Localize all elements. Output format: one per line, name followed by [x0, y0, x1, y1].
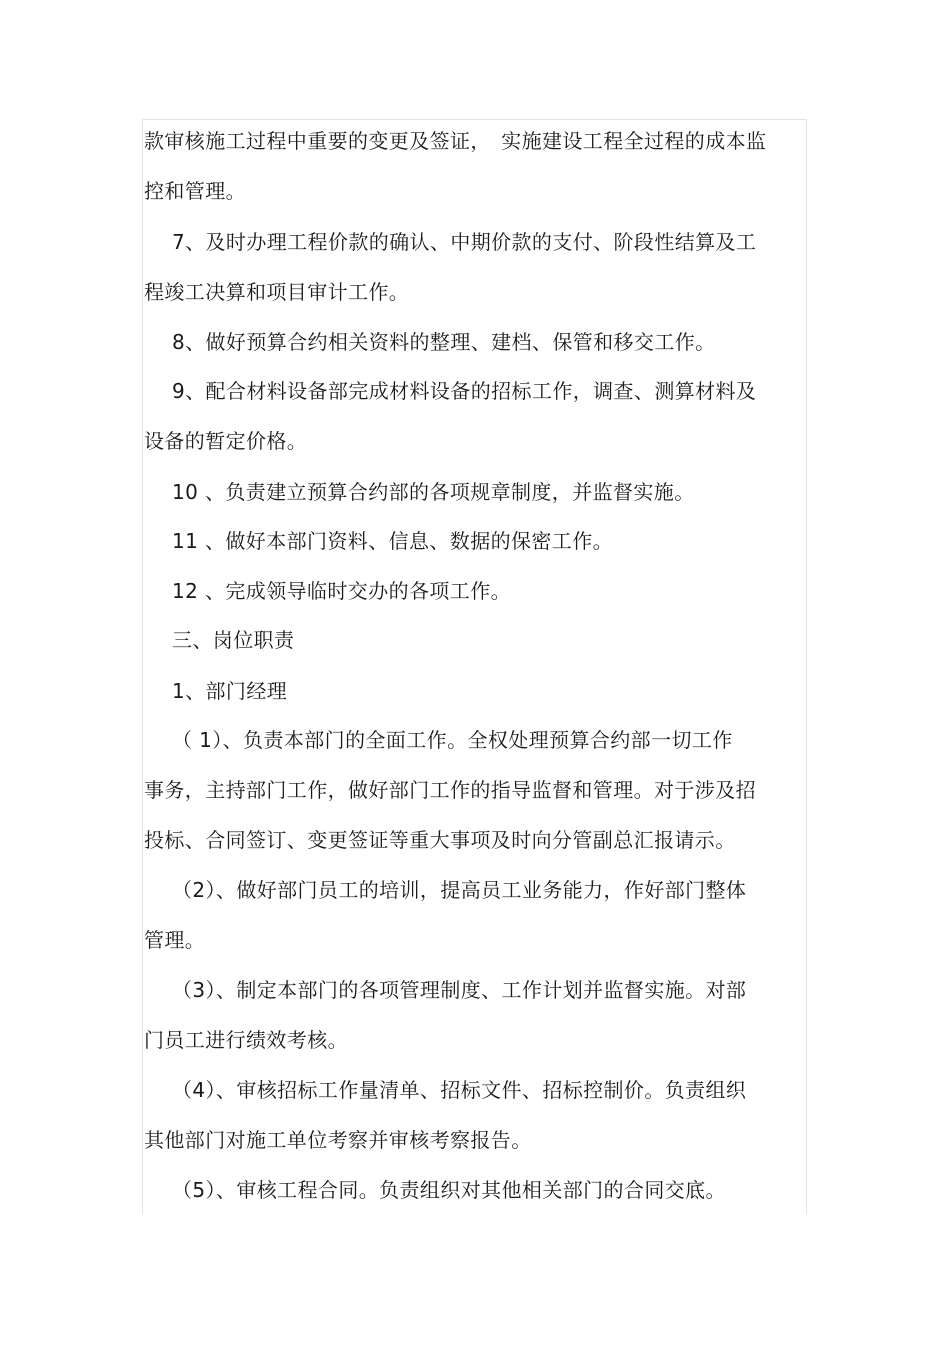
paragraph-line: 款审核施工过程中重要的变更及签证， 实施建设工程全过程的成本监: [144, 129, 767, 153]
paragraph-line: （2）、做好部门员工的培训，提高员工业务能力，作好部门整体: [172, 878, 747, 902]
section-heading: 三、岗位职责: [172, 628, 295, 652]
paragraph-line: 门员工进行绩效考核。: [144, 1028, 348, 1052]
paragraph-line: 管理。: [144, 928, 206, 952]
paragraph-line: 10 、负责建立预算合约部的各项规章制度，并监督实施。: [172, 480, 695, 504]
paragraph-line: 投标、合同签订、变更签证等重大事项及时向分管副总汇报请示。: [144, 828, 736, 852]
paragraph-line: 程竣工决算和项目审计工作。: [144, 280, 410, 304]
paragraph-line: 9、配合材料设备部完成材料设备的招标工作，调查、测算材料及: [172, 379, 757, 403]
paragraph-line: 其他部门对施工单位考察并审核考察报告。: [144, 1128, 532, 1152]
paragraph-line: （3）、制定本部门的各项管理制度、工作计划并监督实施。对部: [172, 978, 747, 1002]
paragraph-line: 8、做好预算合约相关资料的整理、建档、保管和移交工作。: [172, 330, 716, 354]
paragraph-line: （4）、审核招标工作量清单、招标文件、招标控制价。负责组织: [172, 1078, 747, 1102]
paragraph-line: 设备的暂定价格。: [144, 429, 308, 453]
paragraph-line: 控和管理。: [144, 179, 246, 203]
paragraph-line: 11 、做好本部门资料、信息、数据的保密工作。: [172, 529, 614, 553]
paragraph-line: 7、及时办理工程价款的确认、中期价款的支付、阶段性结算及工: [172, 230, 757, 254]
subsection-heading: 1、部门经理: [172, 679, 288, 703]
paragraph-line: 12 、完成领导临时交办的各项工作。: [172, 579, 512, 603]
paragraph-line: 事务，主持部门工作，做好部门工作的指导监督和管理。对于涉及招: [144, 778, 756, 802]
paragraph-line: （ 1）、负责本部门的全面工作。全权处理预算合约部一切工作: [172, 728, 733, 752]
paragraph-line: （5）、审核工程合同。负责组织对其他相关部门的合同交底。: [172, 1178, 726, 1202]
